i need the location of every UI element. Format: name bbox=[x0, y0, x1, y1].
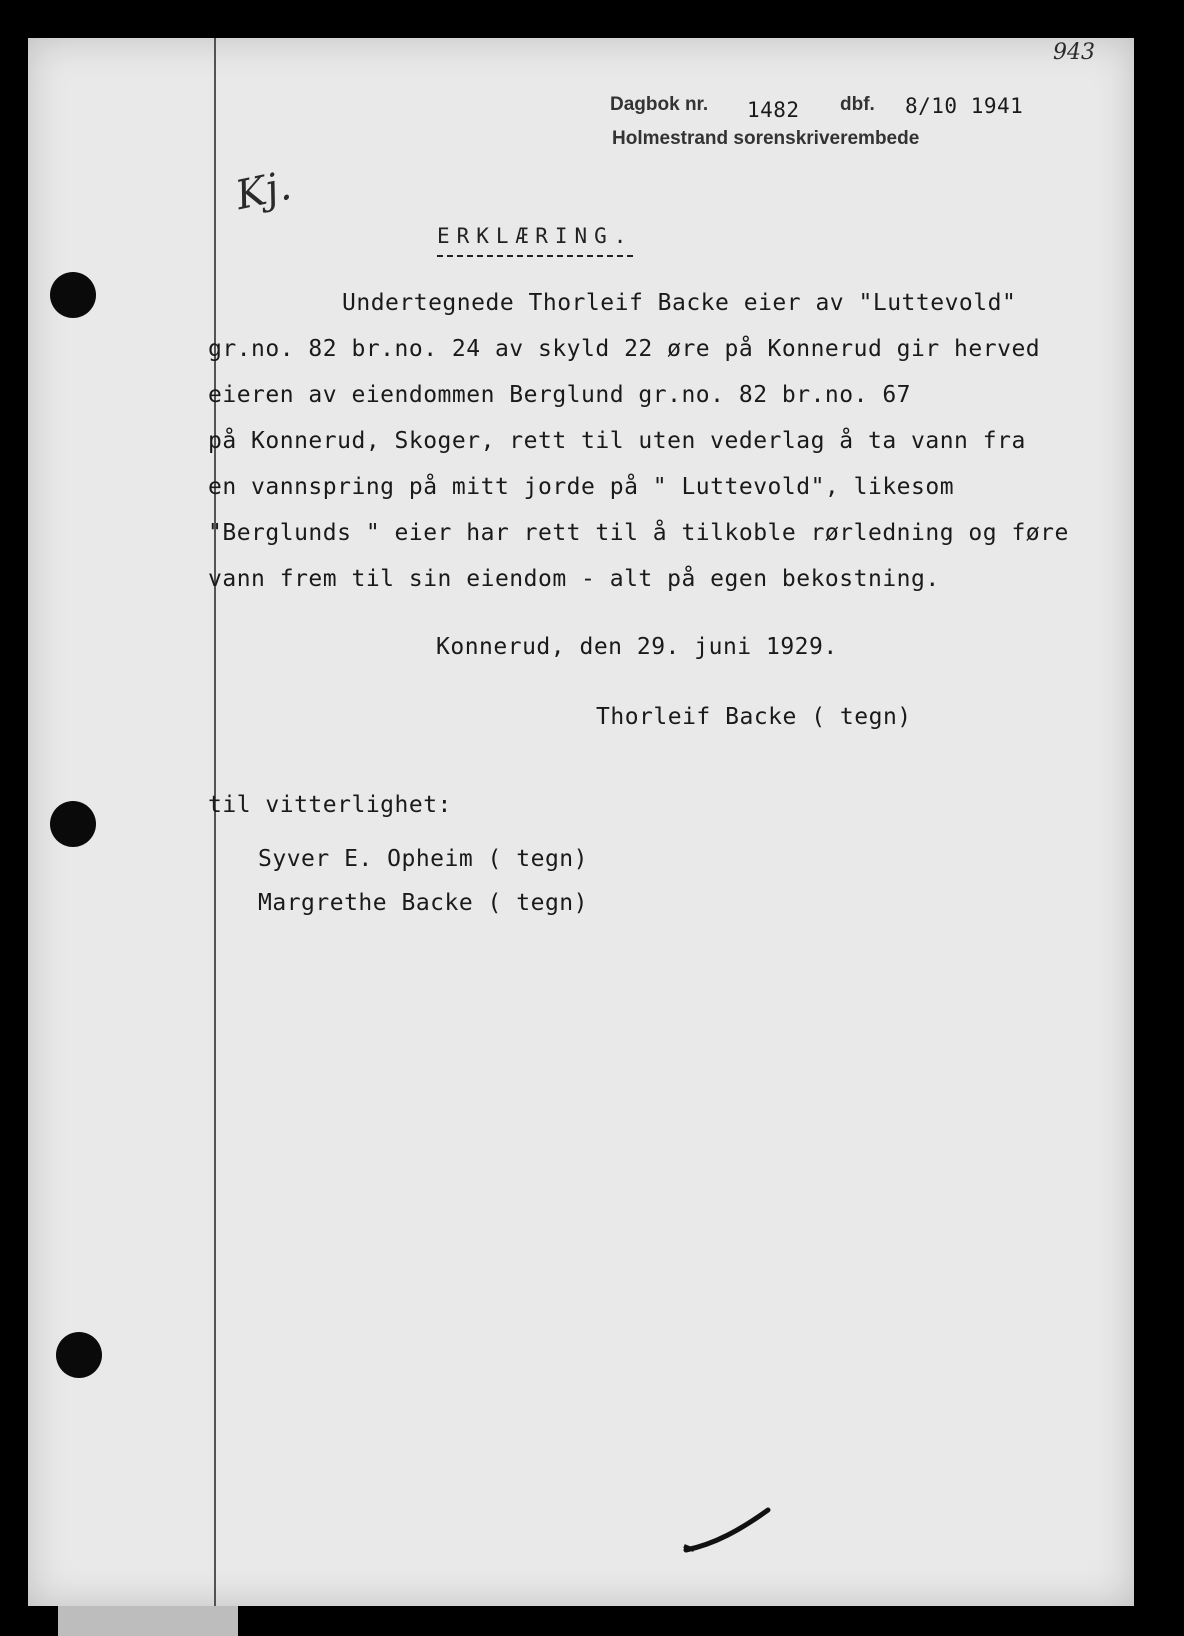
pen-stroke-mark bbox=[680, 1500, 780, 1560]
stamp-dagbok-label: Dagbok nr. bbox=[610, 94, 709, 115]
stamp-dbf-label: dbf. bbox=[840, 94, 875, 115]
body-line: Undertegnede Thorleif Backe eier av "Luttevold" bbox=[342, 290, 1017, 316]
margin-rule bbox=[214, 38, 216, 1606]
body-line: eieren av eiendommen Berglund gr.no. 82 br.no. 67 bbox=[208, 382, 912, 408]
page-number: 943 bbox=[1053, 40, 1095, 65]
body-line: en vannspring på mitt jorde på " Luttevold", likesom bbox=[208, 474, 955, 500]
stamp-dagbok-number: 1482 bbox=[747, 98, 800, 122]
witness-name: Syver E. Opheim ( tegn) bbox=[258, 846, 588, 872]
scan-edge-strip bbox=[58, 1606, 238, 1636]
document-page bbox=[28, 38, 1134, 1606]
punch-hole bbox=[50, 801, 96, 847]
margin-initials: Kj. bbox=[231, 162, 296, 220]
signature: Thorleif Backe ( tegn) bbox=[596, 704, 912, 730]
body-line: vann frem til sin eiendom - alt på egen bekostning. bbox=[208, 566, 940, 592]
stamp-office: Holmestrand sorenskriverembede bbox=[612, 128, 920, 149]
document-title: ERKLÆRING. bbox=[437, 224, 634, 248]
punch-hole bbox=[50, 272, 96, 318]
body-line: gr.no. 82 br.no. 24 av skyld 22 øre på Konnerud gir herved bbox=[208, 336, 1041, 362]
stamp-date: 8/10 1941 bbox=[905, 94, 1024, 118]
body-line: "Berglunds " eier har rett til å tilkoble rørledning og føre bbox=[208, 520, 1069, 546]
body-line: på Konnerud, Skoger, rett til uten vederlag å ta vann fra bbox=[208, 428, 1026, 454]
witness-name: Margrethe Backe ( tegn) bbox=[258, 890, 588, 916]
place-date: Konnerud, den 29. juni 1929. bbox=[436, 634, 838, 660]
witness-label: til vitterlighet: bbox=[208, 792, 452, 818]
punch-hole bbox=[56, 1332, 102, 1378]
